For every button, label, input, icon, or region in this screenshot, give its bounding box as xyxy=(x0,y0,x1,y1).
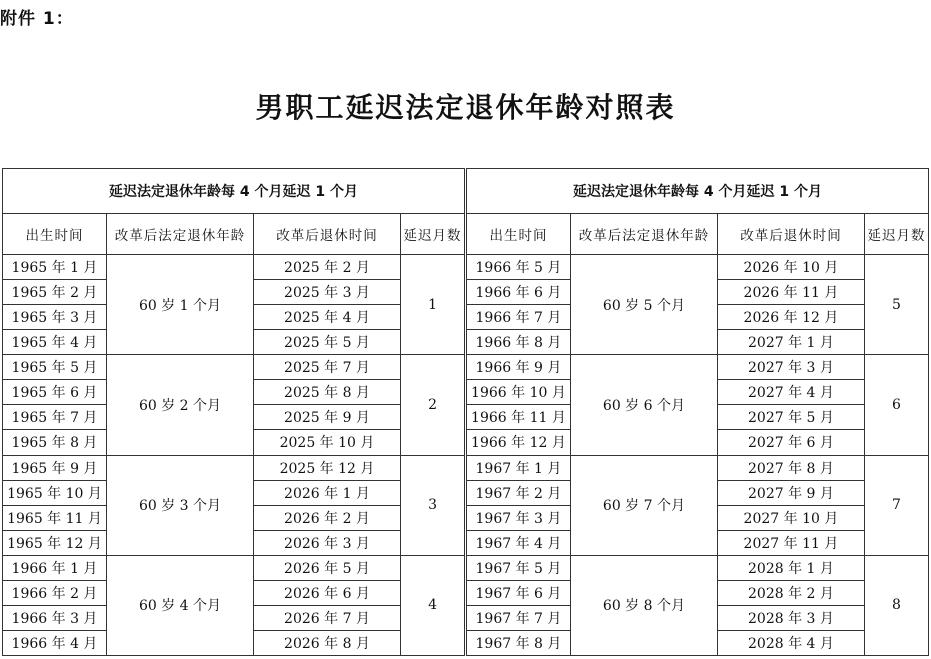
delay-months-cell: 3 xyxy=(401,455,465,555)
section-title: 延迟法定退休年龄每 4 个月延迟 1 个月 xyxy=(466,169,928,214)
birth-time-cell: 1966 年 3 月 xyxy=(3,605,107,630)
retirement-age-cell: 60 岁 4 个月 xyxy=(107,555,254,655)
header-delay-months: 延迟月数 xyxy=(864,214,928,255)
retirement-time-cell: 2027 年 10 月 xyxy=(717,505,864,530)
table-row xyxy=(466,355,928,380)
retirement-time-cell: 2025 年 4 月 xyxy=(254,305,401,330)
retirement-time-cell: 2026 年 12 月 xyxy=(717,305,864,330)
retirement-time-cell: 2026 年 3 月 xyxy=(254,530,401,555)
birth-time-cell: 1967 年 7 月 xyxy=(466,605,570,630)
table-row xyxy=(3,355,465,380)
retirement-time-cell: 2028 年 4 月 xyxy=(717,630,864,655)
retirement-time-cell: 2026 年 8 月 xyxy=(254,630,401,655)
document-title: 男职工延迟法定退休年龄对照表 xyxy=(255,91,676,124)
birth-time-cell: 1966 年 4 月 xyxy=(3,630,107,655)
birth-time-cell: 1965 年 9 月 xyxy=(3,455,107,480)
retirement-time-cell: 2025 年 3 月 xyxy=(254,280,401,305)
birth-time-cell: 1967 年 4 月 xyxy=(466,530,570,555)
birth-time-cell: 1965 年 2 月 xyxy=(3,280,107,305)
birth-time-cell: 1965 年 5 月 xyxy=(3,355,107,380)
delay-months-cell: 5 xyxy=(864,255,928,355)
header-birth-time: 出生时间 xyxy=(3,214,107,255)
table-row xyxy=(3,455,465,480)
attachment-label: 附件 1： xyxy=(0,9,74,29)
retirement-time-cell: 2028 年 1 月 xyxy=(717,555,864,580)
delay-months-cell: 1 xyxy=(401,255,465,355)
birth-time-cell: 1965 年 4 月 xyxy=(3,330,107,355)
birth-time-cell: 1967 年 3 月 xyxy=(466,505,570,530)
table-row xyxy=(466,455,928,480)
birth-time-cell: 1967 年 2 月 xyxy=(466,480,570,505)
retirement-time-cell: 2025 年 12 月 xyxy=(254,455,401,480)
retirement-age-cell: 60 岁 2 个月 xyxy=(107,355,254,455)
retirement-time-cell: 2027 年 9 月 xyxy=(717,480,864,505)
birth-time-cell: 1966 年 8 月 xyxy=(466,330,570,355)
retirement-time-cell: 2027 年 11 月 xyxy=(717,530,864,555)
birth-time-cell: 1965 年 10 月 xyxy=(3,480,107,505)
birth-time-cell: 1966 年 5 月 xyxy=(466,255,570,280)
retirement-time-cell: 2026 年 5 月 xyxy=(254,555,401,580)
retirement-time-cell: 2027 年 5 月 xyxy=(717,405,864,430)
delay-months-cell: 4 xyxy=(401,555,465,655)
header-retirement-age: 改革后法定退休年龄 xyxy=(107,214,254,255)
birth-time-cell: 1966 年 11 月 xyxy=(466,405,570,430)
retirement-time-cell: 2026 年 11 月 xyxy=(717,280,864,305)
retirement-time-cell: 2025 年 8 月 xyxy=(254,380,401,405)
retirement-time-cell: 2026 年 6 月 xyxy=(254,580,401,605)
retirement-age-cell: 60 岁 5 个月 xyxy=(570,255,717,355)
retirement-time-cell: 2025 年 7 月 xyxy=(254,355,401,380)
birth-time-cell: 1965 年 1 月 xyxy=(3,255,107,280)
header-retirement-time: 改革后退休时间 xyxy=(717,214,864,255)
tables-container xyxy=(2,168,929,656)
retirement-time-cell: 2025 年 2 月 xyxy=(254,255,401,280)
retirement-time-cell: 2027 年 8 月 xyxy=(717,455,864,480)
retirement-time-cell: 2025 年 10 月 xyxy=(254,430,401,455)
retirement-time-cell: 2027 年 1 月 xyxy=(717,330,864,355)
birth-time-cell: 1965 年 12 月 xyxy=(3,530,107,555)
header-delay-months: 延迟月数 xyxy=(401,214,465,255)
birth-time-cell: 1966 年 7 月 xyxy=(466,305,570,330)
retirement-time-cell: 2028 年 3 月 xyxy=(717,605,864,630)
retirement-table-right xyxy=(466,168,929,656)
table-row xyxy=(3,555,465,580)
birth-time-cell: 1966 年 12 月 xyxy=(466,430,570,455)
birth-time-cell: 1967 年 6 月 xyxy=(466,580,570,605)
delay-months-cell: 2 xyxy=(401,355,465,455)
delay-months-cell: 7 xyxy=(864,455,928,555)
retirement-time-cell: 2025 年 5 月 xyxy=(254,330,401,355)
retirement-time-cell: 2025 年 9 月 xyxy=(254,405,401,430)
header-retirement-age: 改革后法定退休年龄 xyxy=(570,214,717,255)
retirement-time-cell: 2026 年 10 月 xyxy=(717,255,864,280)
retirement-age-cell: 60 岁 1 个月 xyxy=(107,255,254,355)
header-birth-time: 出生时间 xyxy=(466,214,570,255)
birth-time-cell: 1965 年 7 月 xyxy=(3,405,107,430)
retirement-age-cell: 60 岁 3 个月 xyxy=(107,455,254,555)
delay-months-cell: 8 xyxy=(864,555,928,655)
birth-time-cell: 1966 年 10 月 xyxy=(466,380,570,405)
retirement-time-cell: 2028 年 2 月 xyxy=(717,580,864,605)
birth-time-cell: 1965 年 6 月 xyxy=(3,380,107,405)
birth-time-cell: 1966 年 9 月 xyxy=(466,355,570,380)
birth-time-cell: 1965 年 11 月 xyxy=(3,505,107,530)
retirement-time-cell: 2026 年 1 月 xyxy=(254,480,401,505)
retirement-time-cell: 2027 年 3 月 xyxy=(717,355,864,380)
retirement-time-cell: 2026 年 2 月 xyxy=(254,505,401,530)
retirement-age-cell: 60 岁 8 个月 xyxy=(570,555,717,655)
retirement-age-cell: 60 岁 6 个月 xyxy=(570,355,717,455)
birth-time-cell: 1967 年 8 月 xyxy=(466,630,570,655)
table-row xyxy=(3,255,465,280)
table-row xyxy=(466,555,928,580)
header-retirement-time: 改革后退休时间 xyxy=(254,214,401,255)
delay-months-cell: 6 xyxy=(864,355,928,455)
retirement-time-cell: 2027 年 4 月 xyxy=(717,380,864,405)
retirement-time-cell: 2026 年 7 月 xyxy=(254,605,401,630)
retirement-table-left xyxy=(2,168,465,656)
birth-time-cell: 1966 年 6 月 xyxy=(466,280,570,305)
birth-time-cell: 1965 年 3 月 xyxy=(3,305,107,330)
table-row xyxy=(466,255,928,280)
birth-time-cell: 1966 年 1 月 xyxy=(3,555,107,580)
birth-time-cell: 1966 年 2 月 xyxy=(3,580,107,605)
section-title: 延迟法定退休年龄每 4 个月延迟 1 个月 xyxy=(3,169,465,214)
birth-time-cell: 1967 年 1 月 xyxy=(466,455,570,480)
birth-time-cell: 1965 年 8 月 xyxy=(3,430,107,455)
birth-time-cell: 1967 年 5 月 xyxy=(466,555,570,580)
retirement-time-cell: 2027 年 6 月 xyxy=(717,430,864,455)
retirement-age-cell: 60 岁 7 个月 xyxy=(570,455,717,555)
